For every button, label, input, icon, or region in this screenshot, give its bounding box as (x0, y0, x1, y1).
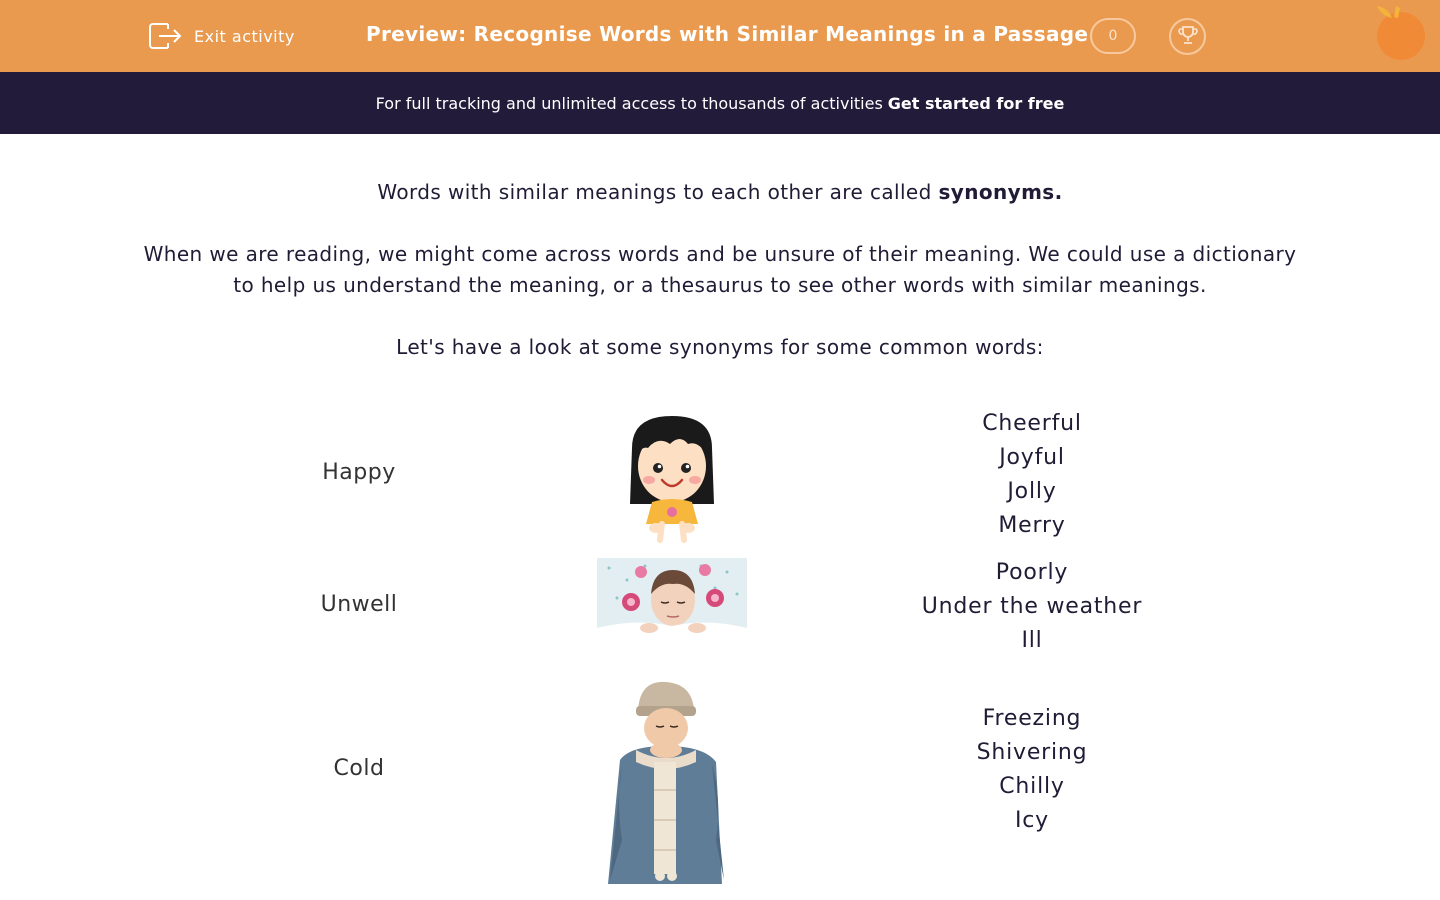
synonym-item: Shivering (976, 740, 1088, 765)
sick-child-in-bed-image (597, 558, 747, 662)
signup-banner (0, 72, 1440, 134)
get-started-link[interactable]: Get started for free (887, 93, 1065, 113)
synonym-item: Poorly (995, 560, 1069, 585)
exit-activity-button[interactable] (148, 20, 295, 52)
synonym-item: Under the weather (921, 594, 1143, 619)
row-word: Happy (322, 460, 396, 485)
synonym-item: Chilly (999, 774, 1065, 799)
synonym-item: Joyful (999, 445, 1065, 470)
synonym-item: Icy (1014, 808, 1049, 833)
synonyms-term: synonyms. (938, 180, 1063, 204)
synonym-item: Merry (998, 513, 1066, 538)
trophy-button[interactable] (1169, 18, 1206, 55)
row-word: Unwell (320, 592, 398, 617)
synonym-list (892, 407, 1172, 543)
synonym-item: Freezing (982, 706, 1082, 731)
synonym-item: Cheerful (982, 411, 1082, 436)
synonym-item: Jolly (1007, 479, 1057, 504)
synonym-list (892, 556, 1172, 658)
row-word: Cold (333, 756, 385, 781)
exit-activity-label: Exit activity (194, 26, 295, 46)
orange-logo-icon (1374, 4, 1426, 60)
intro-line-2: When we are reading, we might come across words and be unsure of their meaning. We could use a dictionary to help us understand the meaning, or a thesaurus to see other words with similar meanings. (143, 242, 1297, 297)
intro-line-1-text: Words with similar meanings to each other are called (377, 180, 939, 204)
banner-text: For full tracking and unlimited access to thousands of activities (375, 93, 883, 113)
top-bar (0, 0, 1440, 72)
synonym-item: Ill (1021, 628, 1043, 653)
cold-boy-image (600, 680, 746, 888)
score-badge: 0 (1090, 18, 1136, 54)
page-title: Preview: Recognise Words with Similar Meanings in a Passage (366, 22, 1089, 46)
synonym-list (892, 702, 1172, 838)
exit-icon (148, 21, 182, 51)
happy-girl-image (622, 412, 722, 550)
intro-line-1 (0, 177, 1440, 208)
trophy-icon (1176, 23, 1200, 51)
intro-line-3: Let's have a look at some synonyms for some common words: (396, 335, 1044, 359)
